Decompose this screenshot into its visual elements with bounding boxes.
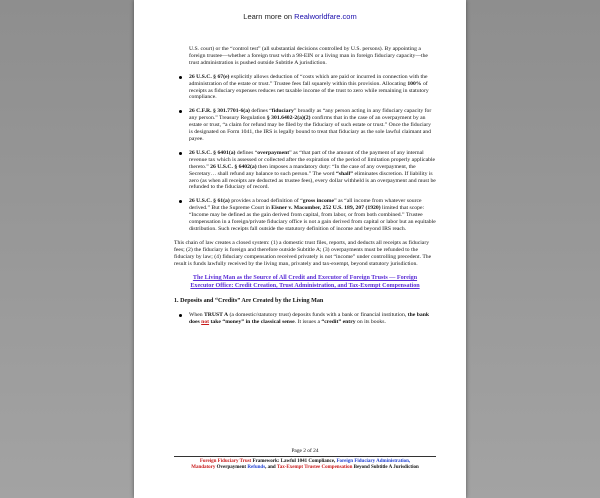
page-number: Page 2 of 24 (291, 448, 319, 454)
bullet-text: confirms that in the case of an overpayment by an estate or trust, “a claim for refund may be filed by the fiduciary of such estate or trust.” Once the fiduciary is designated on Form 1041, the IRS is legally bound to treat that fiduciary as the sole lawful claimant and payee. (189, 115, 431, 142)
banner-text: Learn more on (243, 12, 295, 21)
term: overpayment (257, 149, 290, 156)
promo-banner (134, 12, 466, 21)
footer-text: , and (265, 465, 277, 470)
emphasis: take “money” in the classical sense (209, 319, 295, 326)
section-heading-link[interactable]: The Living Man as the Source of All Credit and Executor of Foreign Trusts — Foreign Executor Office: Credit Creation, Trust Administration, and Tax-Exempt Compensation (190, 275, 420, 289)
citation: 26 C.F.R. § 301.7701-6(a) (189, 108, 250, 115)
bullet-61a (174, 198, 436, 233)
intro-continuation: U.S. court) or the “control test” (all substantial decisions controlled by U.S. persons). By appointing a foreign trustee—whether a foreign trust with a 98-EIN or a living man in foreign fiduciary capacity—the trust administration is pushed outside Subtitle A jurisdiction. (189, 46, 428, 66)
bullet-dot-icon (179, 152, 182, 155)
bullet-trust-a (174, 312, 436, 326)
bullet-text: provides a broad definition of “ (229, 198, 303, 205)
law-bullet-list (174, 74, 436, 233)
page-footer (174, 448, 436, 471)
bullet-text: ” as “all income from whatever source derived.” But the Supreme Court in (189, 198, 422, 212)
deposit-bullet-list (174, 312, 436, 326)
citation: § 301.6402-2(a)(2) (266, 115, 311, 122)
bullet-67e (174, 74, 436, 102)
bullet-dot-icon (179, 110, 182, 113)
citation: 26 U.S.C. § 6401(a) (189, 149, 236, 156)
bullet-text: then imposes a mandatory duty: “In the case of any overpayment, the Secretary… shall refund any balance to such person.” The word (189, 163, 416, 177)
case-citation: Eisner v. Macomber, 252 U.S. 189, 207 (1920) (271, 205, 381, 212)
summary-paragraph: This chain of law creates a closed system: (1) a domestic trust files, reports, and deducts all receipts as fiduciary fees; (2) the fiduciary is foreign and therefore outside Subtitle A; (3) overpayments must be refunded to the fiduciary by law; (4) fiduciary compensation received privately is not “income” under controlling precedent. The result is funds lawfully received by the living man, privately and tax-exempt, beyond statutory jurisdiction. (174, 239, 432, 267)
bullet-text: ” as “that part of the amount of the payment of any internal revenue tax which is assessed or collected after the expiration of the period of limitation properly applicable thereto.” (189, 149, 436, 170)
footer-text: Beyond Subtitle A Jurisdiction (352, 465, 419, 470)
term: gross income (302, 198, 335, 205)
document-page (134, 0, 466, 498)
term: fiduciary (271, 108, 294, 115)
citation: 26 U.S.C. § 61(a) (189, 198, 230, 205)
bullet-dot-icon (179, 314, 182, 317)
page-content (174, 46, 436, 326)
emphasis: 100% (407, 80, 422, 87)
footer-term: Foreign Fiduciary Trust (199, 459, 252, 464)
bullet-text: explicitly allows deduction of “costs which are paid or incurred in connection with the administration of the estate or trust.” Trustee fees fall squarely within this provision. Allocating (189, 73, 428, 87)
bullet-text: limited that scope: “Income may be defined as the gain derived from capital, from labor, or from both combined.” Trustee compensation in a foreign/private fiduciary office is not a gain derived from capital or labor but an equitable distribution. Such receipts fall outside the statutory definition of income and beyond IRS reach. (189, 205, 436, 232)
citation: 26 U.S.C. § 67(e) (189, 73, 230, 80)
footer-term: Tax-Exempt Trustee Compensation (276, 465, 353, 470)
footer-text: Framework: Lawful 1041 Compliance, (251, 459, 337, 464)
emphasis: “shall” (335, 170, 354, 177)
bullet-text: on its books. (355, 319, 386, 326)
bullet-text: When (189, 312, 205, 319)
bullet-text: defines “ (249, 108, 272, 115)
footer-divider (174, 456, 436, 457)
section-title: 1. Deposits and “Credits” Are Created by the Living Man (174, 298, 324, 305)
bullet-text: (a domestic/statutory trust) deposits funds with a bank or financial institution, (228, 312, 408, 319)
emphasis-not: not (201, 319, 210, 326)
bullet-text: ” broadly as “any person acting in any fiduciary capacity for any person.” Treasury Regulation (189, 108, 432, 122)
citation: 26 U.S.C. § 6402(a) (210, 163, 257, 170)
footer-term: Mandatory (191, 465, 216, 470)
bullet-6401 (174, 150, 436, 191)
bullet-7701 (174, 108, 436, 143)
bullet-dot-icon (179, 76, 182, 79)
bullet-dot-icon (179, 200, 182, 203)
bullet-text: eliminates discretion. If liability is zero (as when all receipts are deducted as trustee fees), every dollar withheld is an overpayment and must be refunded to the fiduciary of record. (189, 170, 436, 191)
realworldfare-link[interactable]: Realworldfare.com (294, 12, 357, 21)
footer-term: Foreign Fiduciary Administration, (336, 459, 411, 464)
bullet-text: . It issues a (294, 319, 322, 326)
emphasis: the bank does (189, 312, 430, 326)
footer-term: Refunds (247, 465, 266, 470)
emphasis: “credit” entry (321, 319, 356, 326)
footer-text: Overpayment (215, 465, 248, 470)
emphasis: TRUST A (204, 312, 229, 319)
footer-line-2 (174, 465, 436, 471)
bullet-text: defines “ (235, 149, 258, 156)
bullet-text: of receipts as fiduciary expenses reduces net taxable income of the trust to zero while remaining in statutory compliance. (189, 80, 429, 101)
